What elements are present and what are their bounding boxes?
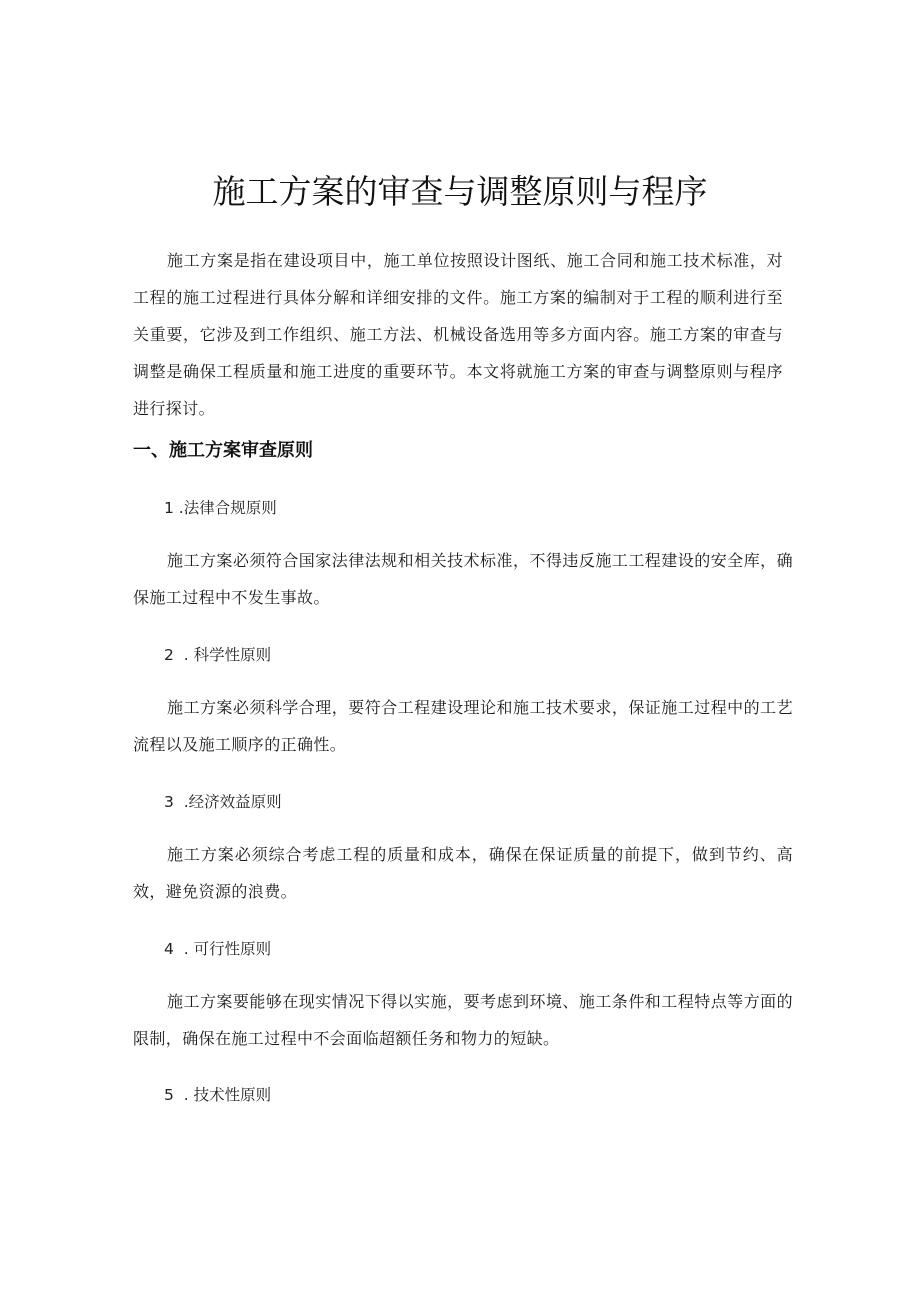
principle-2-heading: 2 . 科学性原则: [164, 646, 272, 664]
principle-5-heading: 5 . 技术性原则: [164, 1086, 272, 1104]
principle-4-paragraph: 施工方案要能够在现实情况下得以实施，要考虑到环境、施工条件和工程特点等方面的限制，确保在施工过程中不会面临超额任务和物力的短缺。: [133, 992, 793, 1048]
section-heading: 一、施工方案审查原则: [133, 440, 313, 461]
document-title: 施工方案的审查与调整原则与程序: [212, 172, 708, 211]
principle-1-paragraph: 施工方案必须符合国家法律法规和相关技术标准，不得违反施工工程建设的安全库，确保施工过程中不发生事故。: [133, 551, 793, 607]
principle-1-heading: 1 .法律合规原则: [164, 499, 277, 517]
principle-3-heading: 3 .经济效益原则: [164, 793, 282, 811]
principle-2-paragraph: 施工方案必须科学合理，要符合工程建设理论和施工技术要求，保证施工过程中的工艺流程以及施工顺序的正确性。: [133, 698, 793, 754]
principle-3-paragraph: 施工方案必须综合考虑工程的质量和成本，确保在保证质量的前提下，做到节约、高效，避免资源的浪费。: [133, 845, 793, 901]
principle-4-heading: 4 . 可行性原则: [164, 940, 272, 958]
intro-paragraph: 施工方案是指在建设项目中，施工单位按照设计图纸、施工合同和施工技术标准，对工程的施工过程进行具体分解和详细安排的文件。施工方案的编制对于工程的顺利进行至关重要，它涉及到工作组织、施工方法、机械设备选用等多方面内容。施工方案的审查与调整是确保工程质量和施工进度的重要环节。本文将就施工方案的审查与调整原则与程序进行探讨。: [133, 251, 783, 418]
